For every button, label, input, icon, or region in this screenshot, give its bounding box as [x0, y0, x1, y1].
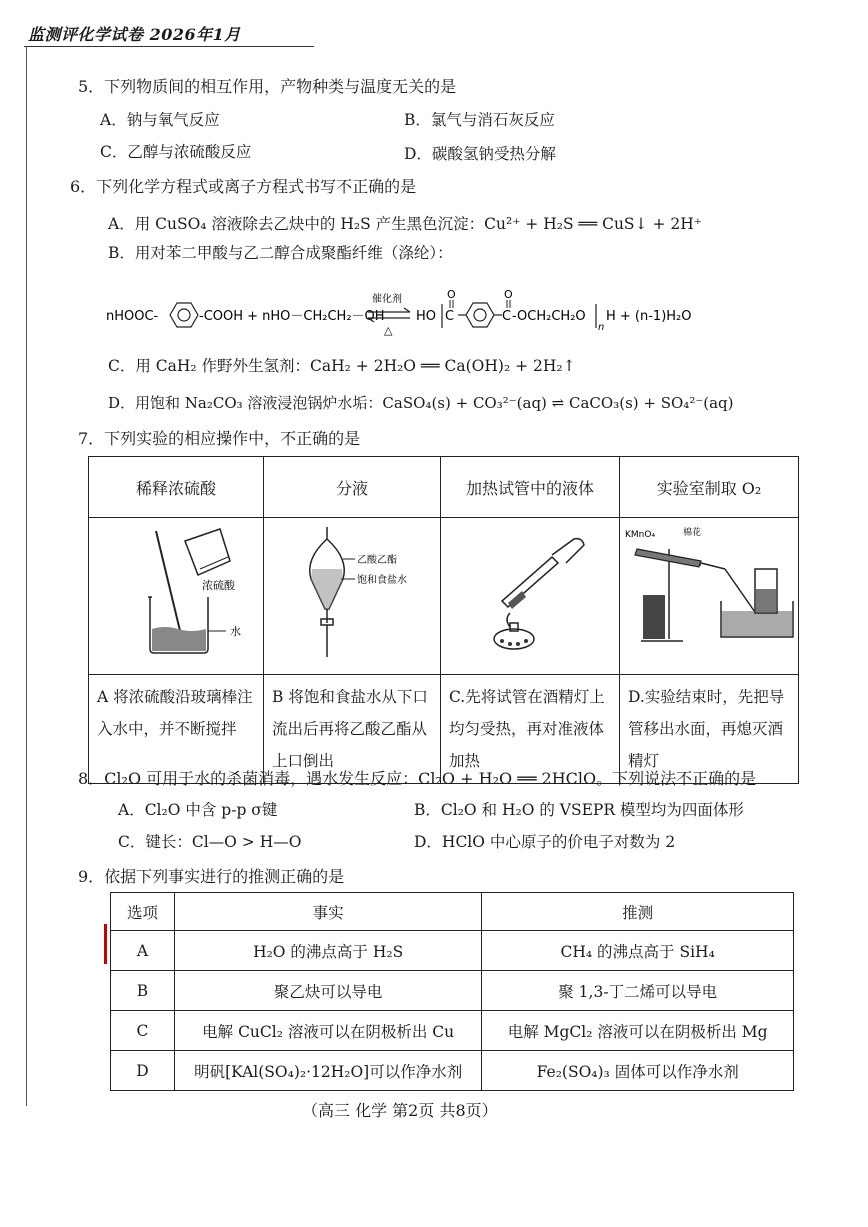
q5-stem: 5．下列物质间的相互作用，产物种类与温度无关的是 — [78, 77, 457, 96]
q5-option-a: A．钠与氧气反应 — [100, 111, 220, 129]
test-tube-holder-icon — [502, 539, 584, 607]
q8-option-b: B．Cl₂O 和 H₂O 的 VSEPR 模型均为四面体形 — [414, 801, 744, 819]
eq-mid: -COOH + nHO－CH₂CH₂－OH — [199, 309, 385, 324]
q6-option-b: B．用对苯二甲酸与乙二醇合成聚酯纤维（涤纶）： — [108, 244, 453, 262]
eq-o2: O — [504, 288, 513, 301]
eq-c2: C — [502, 309, 512, 324]
q8-stem: 8．Cl₂O 可用于水的杀菌消毒，遇水发生反应：Cl₂O + H₂O ══ 2HClO。下列说法不正确的是 — [78, 769, 757, 788]
q9-cell: D — [111, 1051, 175, 1091]
table-row — [111, 1051, 794, 1091]
bottle-water — [756, 589, 776, 612]
beaker-liquid — [152, 627, 206, 651]
q9-table — [110, 892, 794, 1091]
benzene-ring-2 — [466, 303, 494, 327]
q9-cell: C — [111, 1011, 175, 1051]
fig-separatory-funnel — [264, 518, 441, 675]
q6-option-d: D．用饱和 Na₂CO₃ 溶液浸泡锅炉水垢：CaSO₄(s) + CO₃²⁻(aq) ⇌ CaCO₃(s) + SO₄²⁻(aq) — [108, 394, 734, 412]
label-water: 水 — [230, 625, 241, 638]
q8-option-d: D．HClO 中心原子的价电子对数为 2 — [414, 833, 676, 851]
q6-option-c: C．用 CaH₂ 作野外生氢剂：CaH₂ + 2H₂O ══ Ca(OH)₂ + 2H₂↑ — [108, 357, 576, 375]
q9-cell: 聚乙炔可以导电 — [174, 971, 481, 1011]
red-pen-mark — [104, 924, 107, 964]
pouring-beaker-icon — [185, 529, 230, 575]
q9-header-fact: 事实 — [174, 893, 481, 931]
eq-right-ho: HO — [416, 309, 437, 324]
q9-cell: 电解 MgCl₂ 溶液可以在阴极析出 Mg — [482, 1011, 794, 1051]
eq-right-ester: -OCH₂CH₂O — [512, 309, 586, 324]
fig-dilute-acid — [89, 518, 264, 675]
polyester-equation-svg — [104, 284, 704, 340]
page-header: 监测评化学试卷 2026年1月 — [28, 25, 241, 44]
q6-stem: 6．下列化学方程式或离子方程式书写不正确的是 — [70, 177, 417, 196]
q7-option-c: C.先将试管在酒精灯上均匀受热，再对准液体加热 — [441, 675, 620, 784]
page-footer: （高三 化学 第2页 共8页） — [302, 1101, 498, 1120]
q9-cell: H₂O 的沸点高于 H₂S — [174, 931, 481, 971]
label-acid: 浓硫酸 — [202, 579, 235, 592]
q9-cell: 电解 CuCl₂ 溶液可以在阴极析出 Cu — [174, 1011, 481, 1051]
q9-cell: B — [111, 971, 175, 1011]
lamp-base — [500, 639, 528, 646]
margin-line — [26, 46, 27, 1106]
q7-option-b: B 将饱和食盐水从下口流出后再将乙酸乙酯从上口倒出 — [264, 675, 441, 784]
q7-header-1: 稀释浓硫酸 — [89, 457, 264, 518]
q5-option-b: B．氯气与消石灰反应 — [404, 111, 555, 129]
table-row — [111, 1011, 794, 1051]
funnel-lower-layer — [311, 569, 343, 609]
q7-option-d: D.实验结束时，先把导管移出水面，再熄灭酒精灯 — [620, 675, 799, 784]
eq-c1: C — [445, 309, 455, 324]
q7-header-2: 分液 — [264, 457, 441, 518]
q9-cell: 聚 1,3-丁二烯可以导电 — [482, 971, 794, 1011]
label-brine: 饱和食盐水 — [357, 575, 407, 586]
q8-option-c: C．键长：Cl—O > H—O — [118, 833, 302, 851]
q6-option-a: A．用 CuSO₄ 溶液除去乙炔中的 H₂S 产生黑色沉淀：Cu²⁺ + H₂S ══ CuS↓ + 2H⁺ — [108, 215, 702, 233]
eq-left: nHOOC- — [106, 309, 159, 324]
alcohol-lamp-icon — [494, 613, 534, 649]
trough-water — [722, 611, 792, 636]
label-kmno4: KMnO₄ — [625, 530, 656, 540]
q9-stem: 9．依据下列事实进行的推测正确的是 — [78, 867, 345, 886]
q7-header-4: 实验室制取 O₂ — [620, 457, 799, 518]
fig-oxygen-prep — [620, 518, 799, 675]
q5-option-d: D．碳酸氢钠受热分解 — [404, 145, 556, 163]
q9-cell: A — [111, 931, 175, 971]
table-row — [111, 971, 794, 1011]
catalyst-label: 催化剂 — [372, 294, 402, 305]
glass-rod-icon — [156, 531, 182, 639]
q5-option-c: C．乙醇与浓硫酸反应 — [100, 143, 252, 161]
q8-option-a: A．Cl₂O 中含 p-p σ键 — [118, 801, 278, 819]
heated-tube-icon — [635, 549, 701, 567]
label-ester: 乙酸乙酯 — [357, 555, 397, 566]
alcohol-lamp-icon — [643, 595, 665, 639]
q9-cell: CH₄ 的沸点高于 SiH₄ — [482, 931, 794, 971]
heat-label: △ — [384, 324, 393, 337]
q9-header-option: 选项 — [111, 893, 175, 931]
q9-header-inference: 推测 — [482, 893, 794, 931]
delivery-tube-icon — [701, 563, 725, 569]
polyester-equation — [104, 284, 704, 340]
q7-header-3: 加热试管中的液体 — [441, 457, 620, 518]
table-row — [111, 931, 794, 971]
eq-o1: O — [447, 288, 456, 301]
q9-cell: Fe₂(SO₄)₃ 固体可以作净水剂 — [482, 1051, 794, 1091]
eq-n: n — [598, 322, 605, 333]
forward-arrow-head — [404, 308, 410, 312]
fig-heat-test-tube — [441, 518, 620, 675]
q7-option-a: A 将浓硫酸沿玻璃棒注入水中，并不断搅拌 — [89, 675, 264, 784]
benzene-ring-1 — [170, 303, 198, 327]
q7-stem: 7．下列实验的相应操作中，不正确的是 — [78, 429, 361, 448]
q9-cell: 明矾[KAl(SO₄)₂·12H₂O]可以作净水剂 — [174, 1051, 481, 1091]
label-cotton: 棉花 — [683, 528, 702, 538]
q7-table — [88, 456, 799, 784]
header-rule — [24, 46, 314, 47]
eq-right-tail: H + (n-1)H₂O — [606, 309, 692, 324]
